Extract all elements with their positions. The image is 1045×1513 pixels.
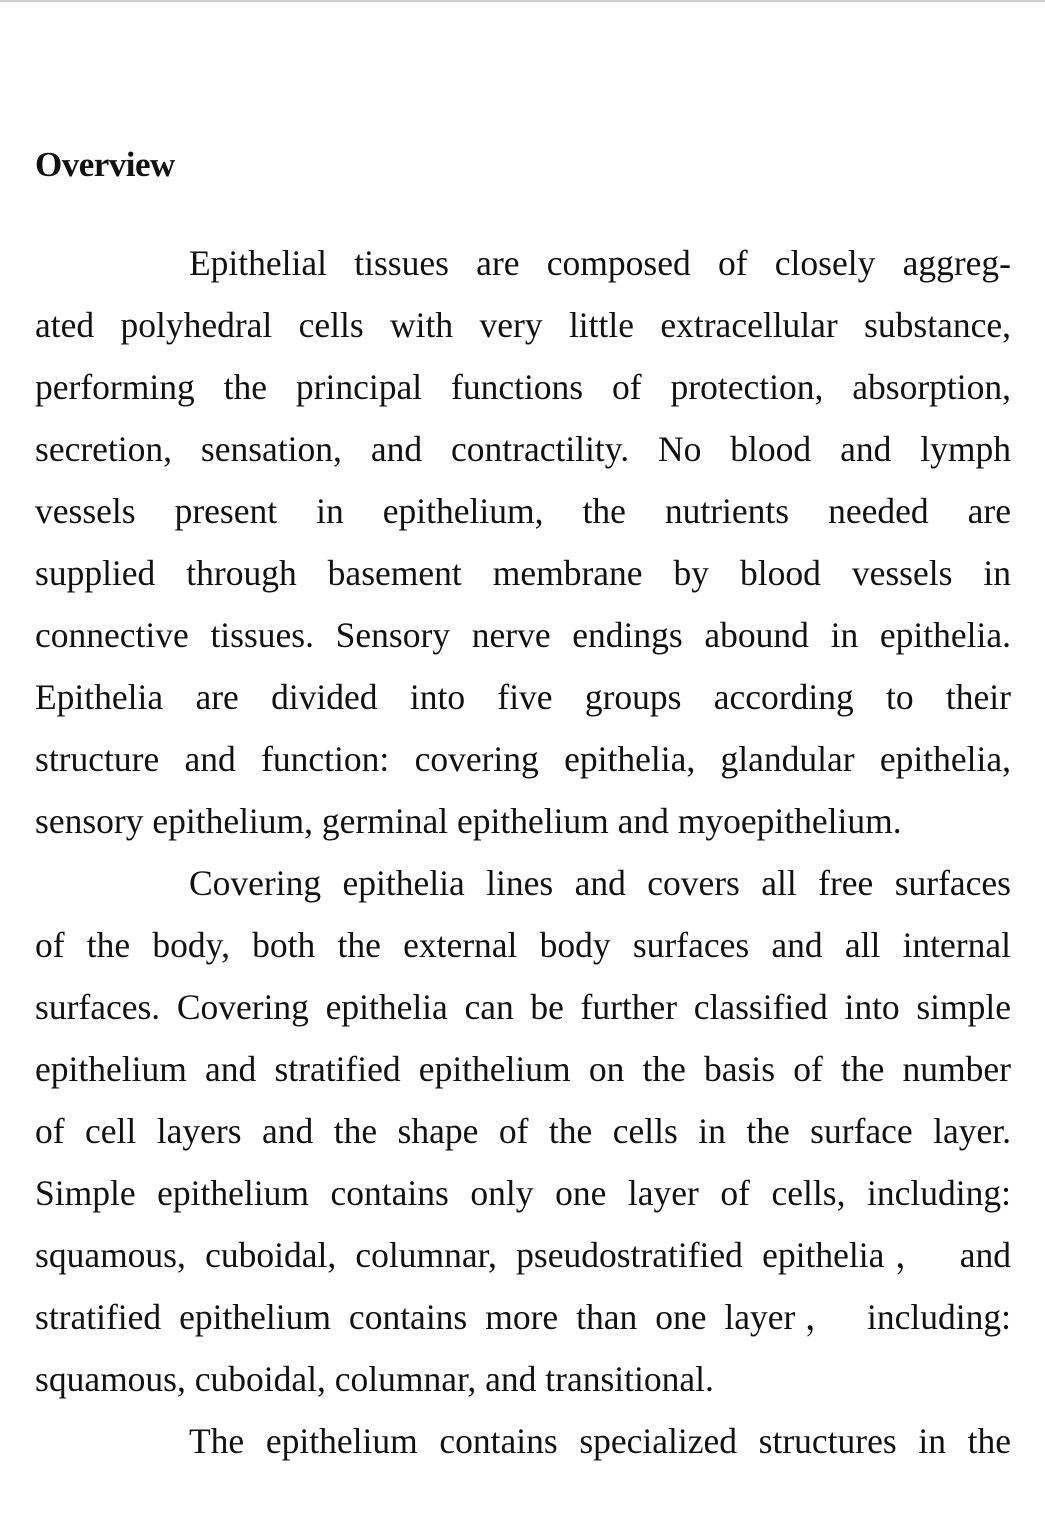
section-heading: Overview [35,145,175,184]
body-text [35,239,1011,1479]
text-line: sensory epithelium, germinal epithelium and myoepithelium. [35,801,902,841]
text-line: of the body, both the external body surfaces and all internal [35,925,1011,965]
text-line: secretion, sensation, and contractility. No blood and lymph [35,429,1011,469]
text-line: epithelium and stratified epithelium on the basis of the number [35,1049,1011,1089]
text-line: Simple epithelium contains only one layer of cells, including: [35,1173,1011,1213]
text-line: The epithelium contains specialized structures in the [189,1421,1011,1461]
top-border [0,0,1045,2]
paragraph-1 [35,239,1011,859]
text-line: structure and function: covering epithelia, glandular epithelia, [35,739,1011,779]
text-line: squamous, cuboidal, columnar, pseudostratified epithelia， and [35,1235,1011,1275]
text-line: vessels present in epithelium, the nutrients needed are [35,491,1011,531]
text-line: squamous, cuboidal, columnar, and transitional. [35,1359,714,1399]
text-line: ated polyhedral cells with very little extracellular substance, [35,305,1011,345]
text-line: supplied through basement membrane by blood vessels in [35,553,1011,593]
text-line: stratified epithelium contains more than one layer， including: [35,1297,1011,1337]
paragraph-3 [35,1417,1011,1479]
text-line: surfaces. Covering epithelia can be further classified into simple [35,987,1011,1027]
text-line: of cell layers and the shape of the cells in the surface layer. [35,1111,1011,1151]
text-line: performing the principal functions of protection, absorption, [35,367,1011,407]
text-line: Epithelial tissues are composed of closely aggreg- [189,243,1011,283]
text-line: connective tissues. Sensory nerve endings abound in epithelia. [35,615,1011,655]
paragraph-2 [35,859,1011,1417]
text-line: Covering epithelia lines and covers all free surfaces [189,863,1011,903]
text-line: Epithelia are divided into five groups according to their [35,677,1011,717]
